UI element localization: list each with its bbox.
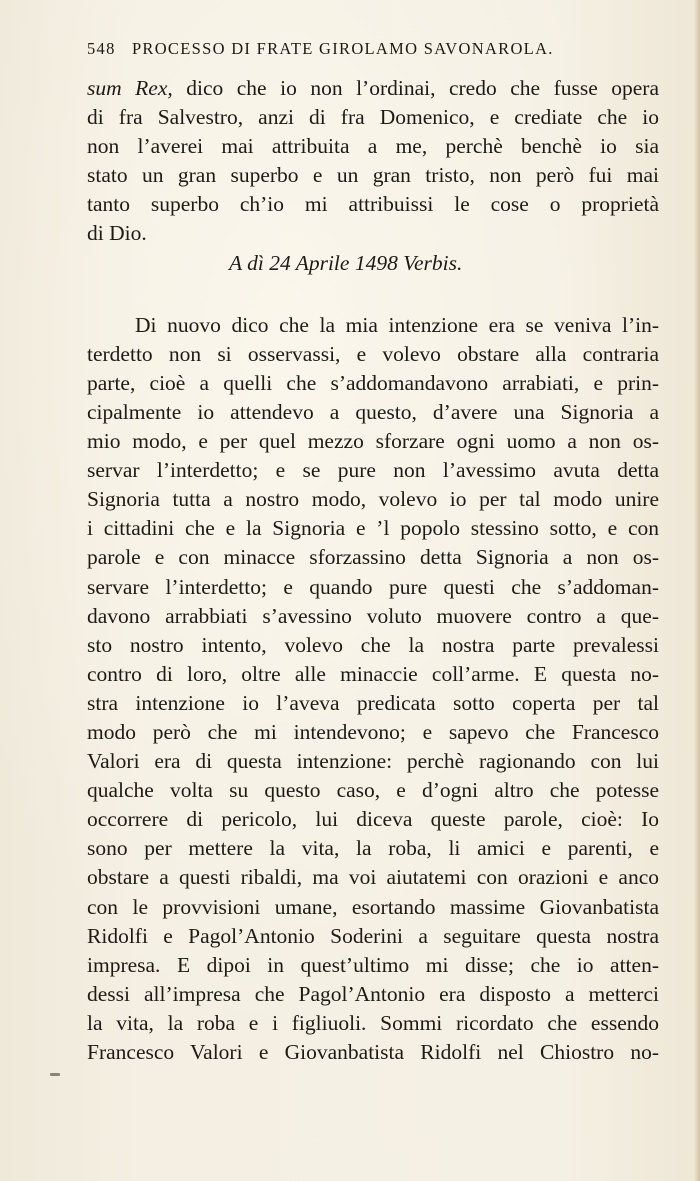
text-line <box>87 74 659 103</box>
paragraph-line: obstare a questi ribaldi, ma voi aiutatemi con orazioni e anco <box>87 865 659 890</box>
paragraph-line: sono per mettere la vita, la roba, li amici e parenti, e <box>87 836 659 861</box>
paragraph-line: servare l’interdetto; e quando pure questi che s’addoman- <box>87 574 659 599</box>
dateline: A dì 24 Aprile 1498 Verbis. <box>229 250 463 275</box>
stray-ink-mark <box>50 1073 60 1076</box>
paragraph-line: Ridolfi e Pagol’Antonio Soderini a seguitare questa nostra <box>87 923 659 948</box>
italic-phrase: sum Rex, <box>87 76 173 100</box>
paragraph-line: parole e con minacce sforzassino detta Signoria a non os- <box>87 545 659 570</box>
paragraph-line: cipalmente io attendevo a questo, d’avere una Signoria a <box>87 399 659 424</box>
text-line: non l’averei mai attribuita a me, perchè benchè io sia <box>87 134 659 159</box>
text-line: di Dio. <box>87 221 147 246</box>
paragraph-line: con le provvisioni umane, esortando massime Giovanbatista <box>87 894 659 919</box>
paragraph-line: la vita, la roba e i figliuoli. Sommi ricordato che essendo <box>87 1010 659 1035</box>
page-number: 548 <box>87 39 116 58</box>
text-line: di fra Salvestro, anzi di fra Domenico, e crediate che io <box>87 105 659 130</box>
paragraph-line: contro di loro, oltre alle minaccie coll’arme. E questa no- <box>87 661 659 686</box>
paragraph <box>87 311 659 1067</box>
paragraph-line: Valori era di questa intenzione: perchè ragionando con lui <box>87 749 659 774</box>
paragraph-line: dessi all’impresa che Pagol’Antonio era disposto a metterci <box>87 981 659 1006</box>
page-edge-shadow <box>694 0 700 1181</box>
paragraph-gap <box>87 278 659 311</box>
paragraph-line: mio modo, e per quel mezzo sforzare ogni uomo a non os- <box>87 429 659 454</box>
paragraph-line: sto nostro intento, volevo che la nostra parte prevalessi <box>87 632 659 657</box>
paragraph-line: occorrere di pericolo, lui diceva queste parole, cioè: Io <box>87 807 659 832</box>
paragraph-line: stra intenzione io l’aveva predicata sotto coperta per tal <box>87 690 659 715</box>
paragraph-line: impresa. E dipoi in quest’ultimo mi disse; che io atten- <box>87 952 659 977</box>
paragraph-line: Di nuovo dico che la mia intenzione era se veniva l’in- <box>135 312 659 337</box>
paragraph-line: servar l’interdetto; e se pure non l’avessimo avuta detta <box>87 458 659 483</box>
text-line: stato un gran superbo e un gran tristo, non però fui mai <box>87 163 659 188</box>
text-block <box>87 38 659 1067</box>
paragraph-line: Signoria tutta a nostro modo, volevo io per tal modo unire <box>87 487 659 512</box>
text-line: tanto superbo ch’io mi attribuissi le cose o proprietà <box>87 192 659 217</box>
paragraph-line: davono arrabbiati s’avessino voluto muovere contro a que- <box>87 603 659 628</box>
paragraph-line: parte, cioè a quelli che s’addomandavono arrabiati, e prin- <box>87 370 659 395</box>
paragraph-line: terdetto non si osservassi, e volevo obstare alla contraria <box>87 341 659 366</box>
paragraph-line: qualche volta su questo caso, e d’ogni altro che potesse <box>87 778 659 803</box>
line-text: dico che io non l’ordinai, credo che fusse opera <box>172 76 659 100</box>
running-title: PROCESSO DI FRATE GIROLAMO SAVONAROLA. <box>131 39 554 58</box>
paragraph-line: modo però che mi intendevono; e sapevo che Francesco <box>87 719 659 744</box>
running-head <box>87 38 659 74</box>
paragraph-line: i cittadini che e la Signoria e ’l popolo stessino sotto, e con <box>87 516 659 541</box>
paragraph-line: Francesco Valori e Giovanbatista Ridolfi nel Chiostro no- <box>87 1040 659 1064</box>
